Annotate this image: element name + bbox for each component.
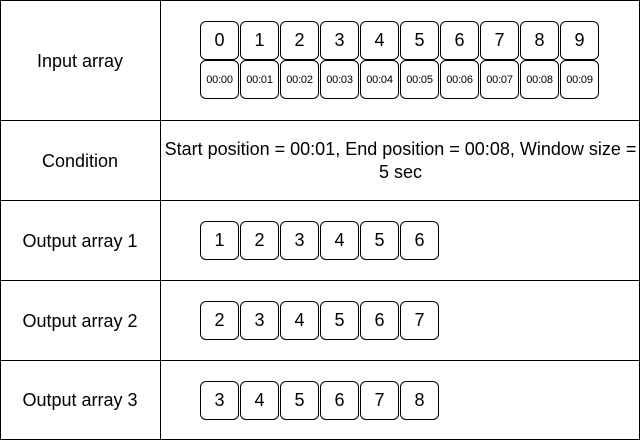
output-value-cell: 7 <box>400 301 439 340</box>
condition-label: Condition <box>41 150 119 171</box>
output-value-cell: 5 <box>280 381 319 420</box>
output-value-cell: 3 <box>240 301 279 340</box>
input-timestamp-cell: 00:09 <box>560 60 599 99</box>
input-value-cell: 2 <box>280 21 319 60</box>
input-value-cell: 0 <box>200 21 239 60</box>
output-value-cell: 4 <box>240 381 279 420</box>
input-array-label: Input array <box>36 50 124 71</box>
input-value-cell: 4 <box>360 21 399 60</box>
input-value-cell: 6 <box>440 21 479 60</box>
input-value-cell: 7 <box>480 21 519 60</box>
output-value-cell: 2 <box>240 221 279 260</box>
output-value-cell: 8 <box>400 381 439 420</box>
input-timestamp-cell: 00:05 <box>400 60 439 99</box>
output-value-cell: 2 <box>200 301 239 340</box>
output-array-2-label: Output array 2 <box>22 310 138 331</box>
output-value-cell: 4 <box>280 301 319 340</box>
column-divider <box>160 0 161 440</box>
input-timestamp-cell: 00:02 <box>280 60 319 99</box>
input-timestamp-cell: 00:00 <box>200 60 239 99</box>
input-timestamp-cell: 00:07 <box>480 60 519 99</box>
input-timestamp-cell: 00:06 <box>440 60 479 99</box>
input-timestamp-cell: 00:04 <box>360 60 399 99</box>
output-array-3-label: Output array 3 <box>22 390 138 410</box>
output-value-cell: 7 <box>360 381 399 420</box>
condition-text: Start position = 00:01, End position = 00:08, Window size = 5 sec <box>164 138 637 182</box>
output-value-cell: 6 <box>360 301 399 340</box>
input-timestamp-cell: 00:03 <box>320 60 359 99</box>
input-value-cell: 1 <box>240 21 279 60</box>
table-border-right <box>639 0 640 440</box>
output-value-cell: 3 <box>280 221 319 260</box>
output-array-1-label: Output array 1 <box>22 230 138 251</box>
output-value-cell: 5 <box>360 221 399 260</box>
input-value-cell: 8 <box>520 21 559 60</box>
output-value-cell: 1 <box>200 221 239 260</box>
output-value-cell: 4 <box>320 221 359 260</box>
input-timestamp-cell: 00:08 <box>520 60 559 99</box>
input-value-cell: 3 <box>320 21 359 60</box>
table-border-bottom <box>0 439 640 440</box>
input-value-cell: 5 <box>400 21 439 60</box>
input-timestamp-cell: 00:01 <box>240 60 279 99</box>
output-value-cell: 6 <box>320 381 359 420</box>
output-value-cell: 3 <box>200 381 239 420</box>
output-value-cell: 5 <box>320 301 359 340</box>
input-value-cell: 9 <box>560 21 599 60</box>
output-value-cell: 6 <box>400 221 439 260</box>
